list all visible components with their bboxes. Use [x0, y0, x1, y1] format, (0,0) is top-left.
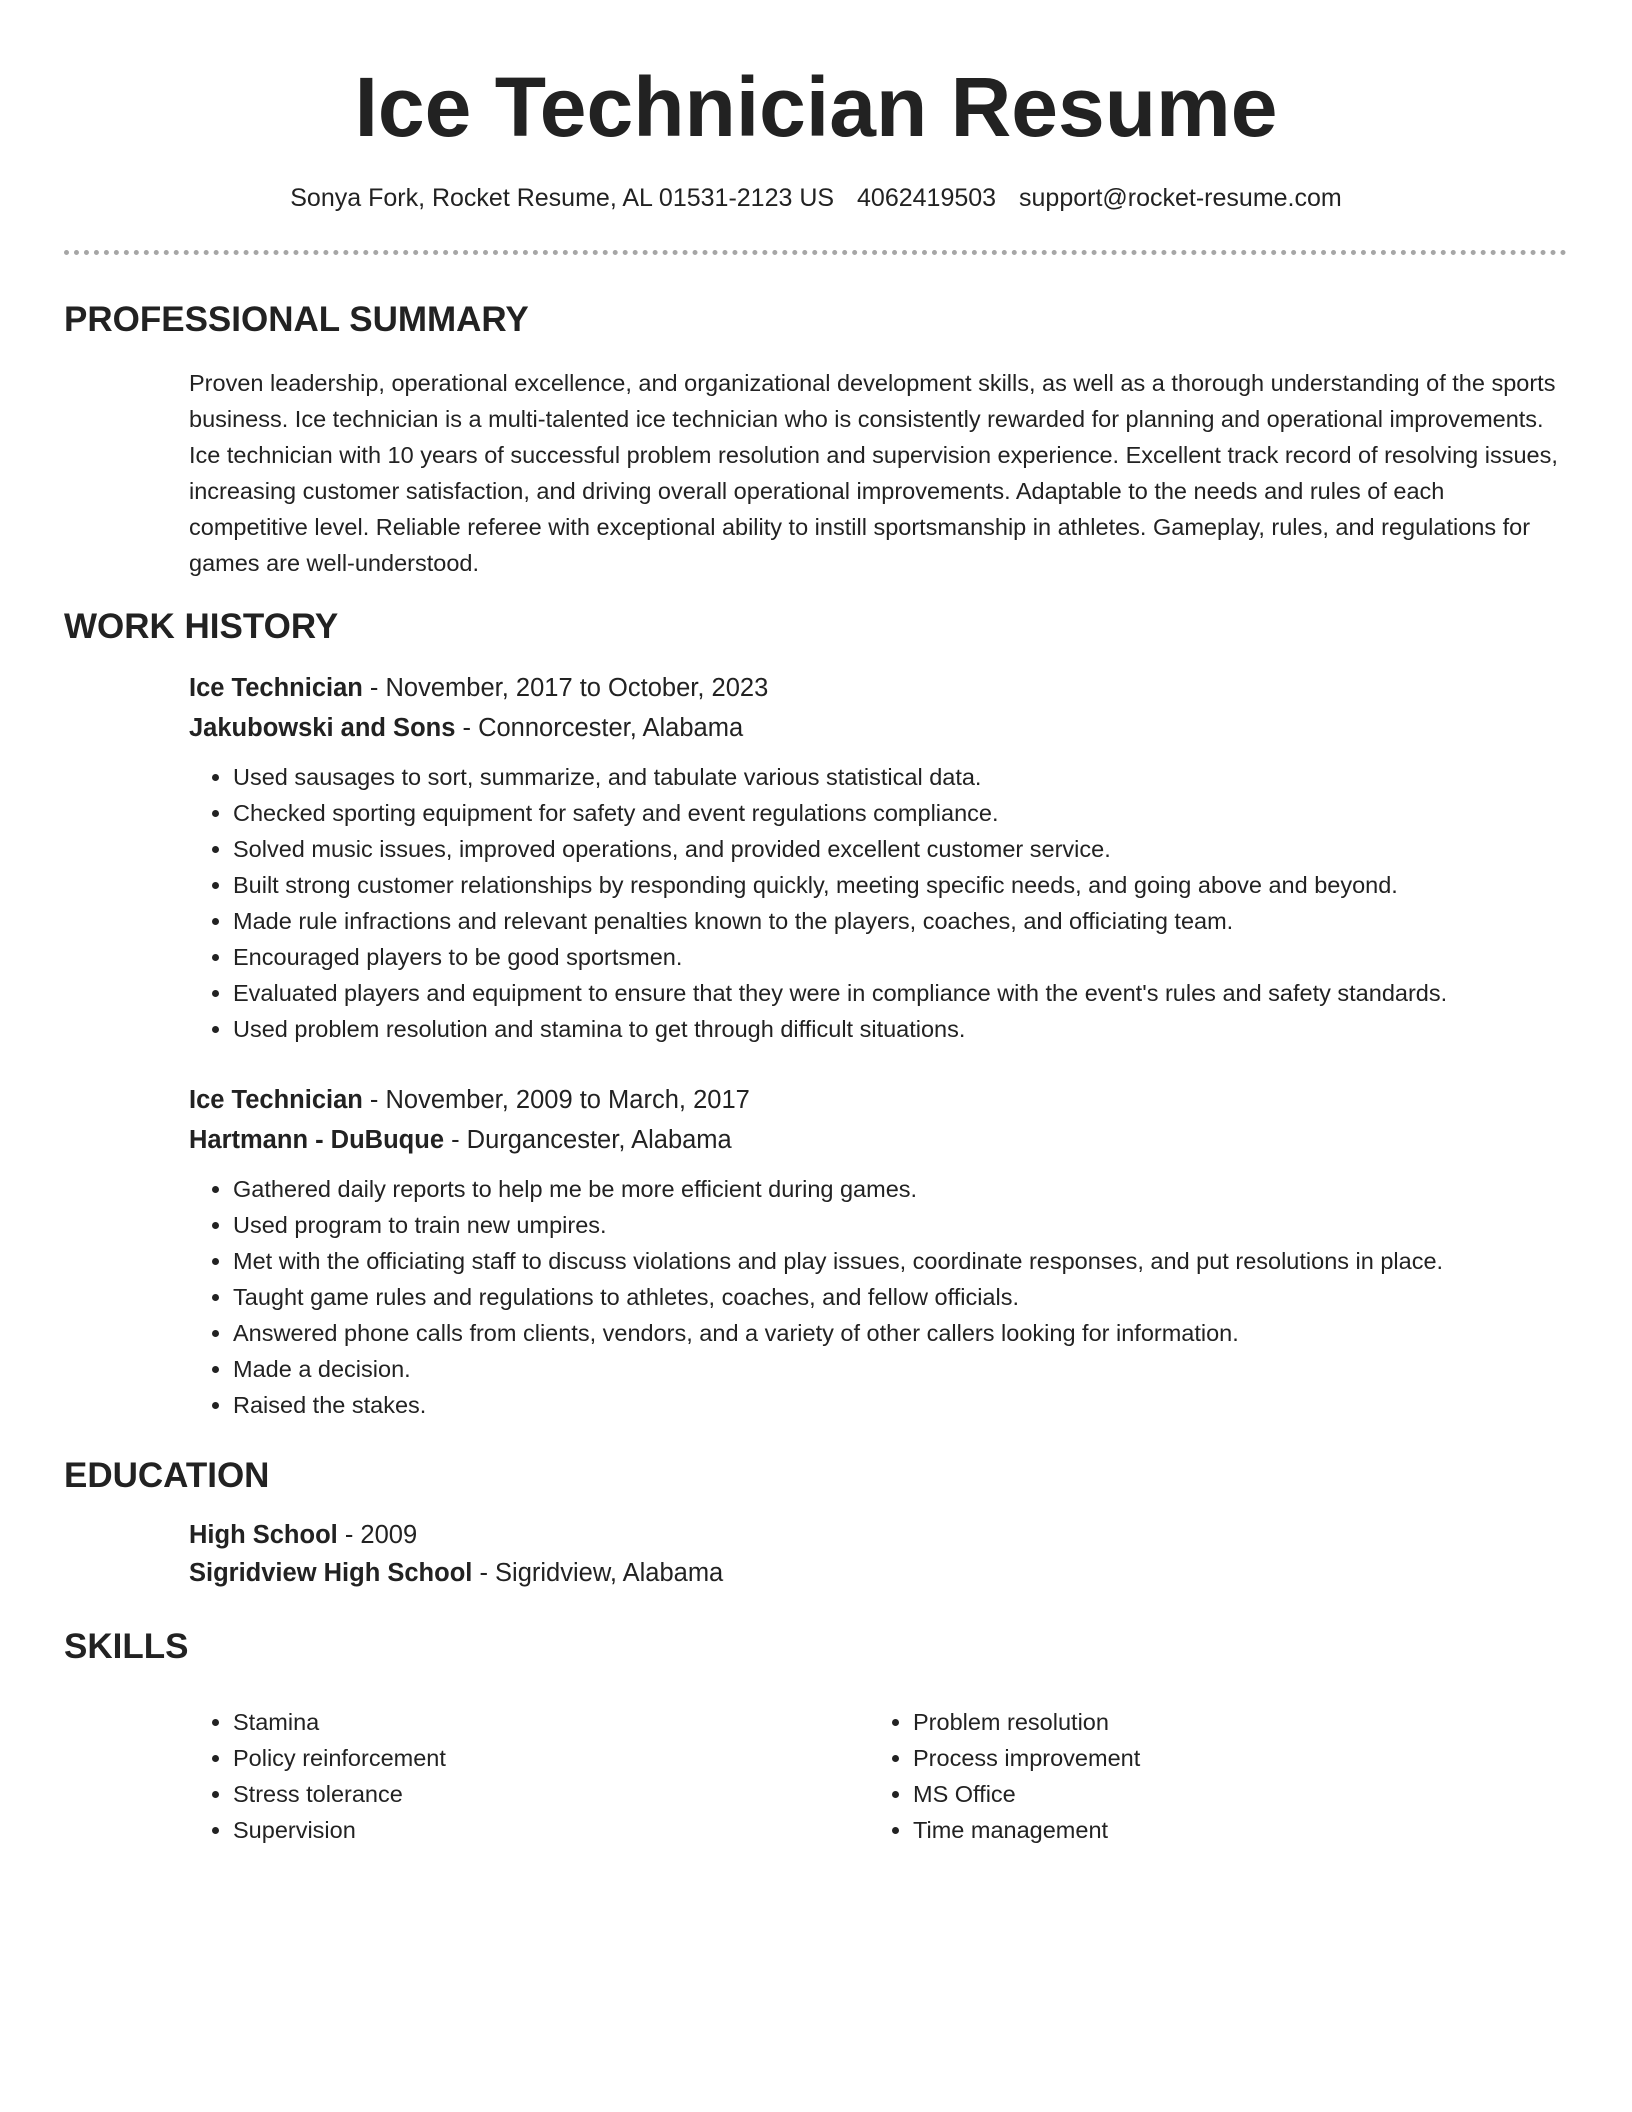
skills-list: [189, 1704, 809, 1848]
job-duty: • Made rule infractions and relevant penalties known to the players, coaches, and officiating team.: [233, 903, 1579, 939]
graduation-year: - 2009: [337, 1521, 418, 1549]
job-duty: • Taught game rules and regulations to athletes, coaches, and fellow officials.: [233, 1279, 1579, 1315]
job-duty: • Encouraged players to be good sportsmen.: [233, 939, 1579, 975]
education-entry: [189, 1516, 1579, 1592]
job-duty: • Gathered daily reports to help me be more efficient during games.: [233, 1171, 1579, 1207]
summary-heading: PROFESSIONAL SUMMARY: [64, 300, 529, 339]
job-duty: • Made a decision.: [233, 1351, 1579, 1387]
education-heading: EDUCATION: [64, 1456, 270, 1495]
skills-list: [869, 1704, 1489, 1848]
school-line: [189, 1554, 1579, 1592]
job-company-line: [189, 1120, 1579, 1160]
resume-title: Ice Technician Resume: [354, 60, 1278, 154]
school-name: Sigridview High School: [189, 1559, 473, 1587]
job-duties-list: [189, 759, 1579, 1047]
skills-column-right: [869, 1704, 1489, 1848]
job-duty: • Checked sporting equipment for safety and event regulations compliance.: [233, 795, 1579, 831]
summary-text: Proven leadership, operational excellence, and organizational development skills, as well as a thorough understanding of the sports business. Ice technician is a multi-talented ice technician who is consistently rewarded for planning and operational improvements. Ice technician with 10 years of successful problem resolution and supervision experience. Excellent track record of resolving issues, increasing customer satisfaction, and driving overall operational improvements. Adaptable to the needs and rules of each competitive level. Reliable referee with exceptional ability to instill sportsmanship in athletes. Gameplay, rules, and regulations for games are well-understood.: [189, 370, 1558, 576]
job-dates: - November, 2017 to October, 2023: [362, 674, 769, 702]
job-duty: • Built strong customer relationships by responding quickly, meeting specific needs, and going above and beyond.: [233, 867, 1579, 903]
skills-heading: SKILLS: [64, 1627, 189, 1666]
skills-column-left: [189, 1704, 809, 1848]
job-duty: • Solved music issues, improved operations, and provided excellent customer service.: [233, 831, 1579, 867]
contact-line: [0, 178, 1632, 218]
job-title: Ice Technician: [189, 1086, 363, 1114]
job-duty: • Met with the officiating staff to discuss violations and play issues, coordinate responses, and put resolutions in place.: [233, 1243, 1579, 1279]
job-duty: • Used problem resolution and stamina to get through difficult situations.: [233, 1011, 1579, 1047]
contact-address: Sonya Fork, Rocket Resume, AL 01531-2123 US: [290, 184, 835, 212]
work-history-heading: WORK HISTORY: [64, 607, 339, 646]
job-location: - Connorcester, Alabama: [455, 714, 744, 742]
job-entry: [189, 1080, 1579, 1423]
job-title-line: [189, 1080, 1579, 1120]
contact-phone: 4062419503: [857, 184, 997, 212]
job-duty: • Answered phone calls from clients, vendors, and a variety of other callers looking for information.: [233, 1315, 1579, 1351]
job-entry: [189, 668, 1579, 1047]
job-duty: • Used program to train new umpires.: [233, 1207, 1579, 1243]
degree: High School: [189, 1521, 338, 1549]
skill-item: • Problem resolution: [913, 1704, 1489, 1740]
job-title-line: [189, 668, 1579, 708]
school-location: - Sigridview, Alabama: [472, 1559, 724, 1587]
job-duty: • Used sausages to sort, summarize, and tabulate various statistical data.: [233, 759, 1579, 795]
degree-line: [189, 1516, 1579, 1554]
skill-item: • MS Office: [913, 1776, 1489, 1812]
job-location: - Durgancester, Alabama: [444, 1126, 732, 1154]
job-dates: - November, 2009 to March, 2017: [362, 1086, 750, 1114]
header-divider: [64, 250, 1567, 255]
skill-item: • Stamina: [233, 1704, 809, 1740]
skill-item: • Process improvement: [913, 1740, 1489, 1776]
skill-item: • Supervision: [233, 1812, 809, 1848]
contact-email: support@rocket-resume.com: [1019, 184, 1342, 212]
job-duty: • Raised the stakes.: [233, 1387, 1579, 1423]
skill-item: • Stress tolerance: [233, 1776, 809, 1812]
job-duty: • Evaluated players and equipment to ensure that they were in compliance with the event's rules and safety standards.: [233, 975, 1579, 1011]
skill-item: • Policy reinforcement: [233, 1740, 809, 1776]
job-company: Jakubowski and Sons: [189, 714, 456, 742]
job-duties-list: [189, 1171, 1579, 1423]
job-title: Ice Technician: [189, 674, 363, 702]
skill-item: • Time management: [913, 1812, 1489, 1848]
job-company: Hartmann - DuBuque: [189, 1126, 444, 1154]
job-company-line: [189, 708, 1579, 748]
